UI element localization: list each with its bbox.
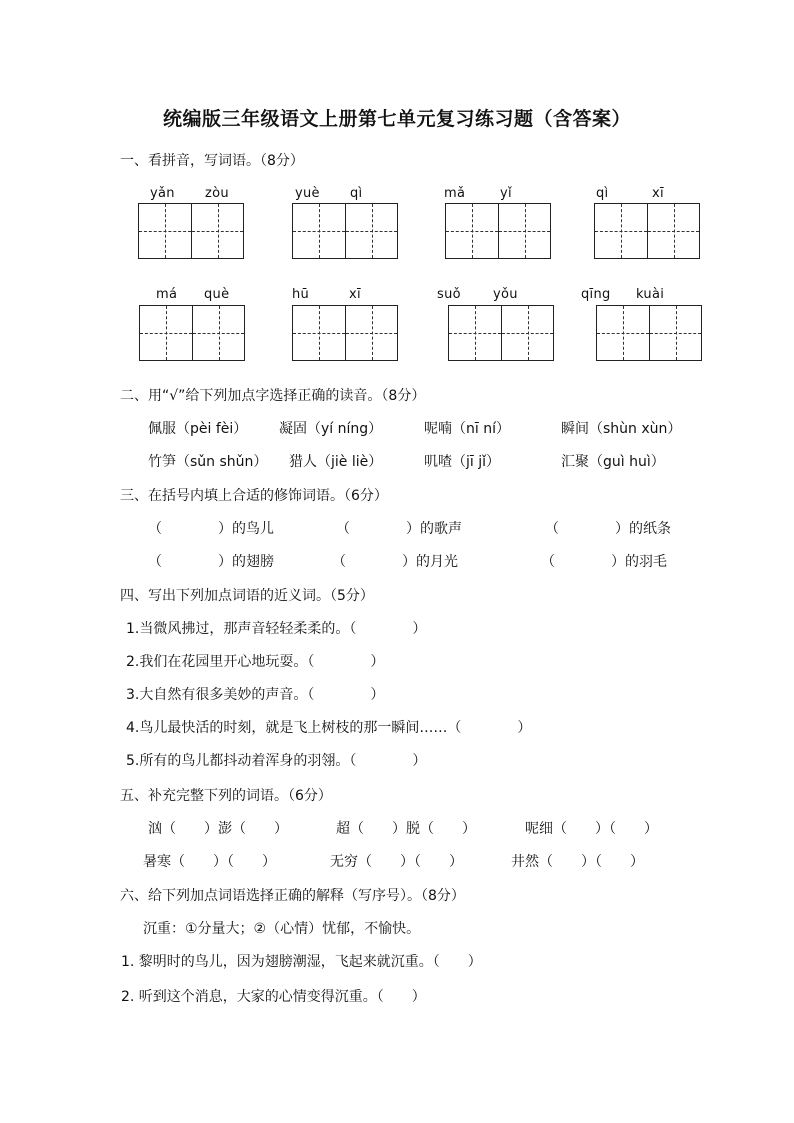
pinyin: hū bbox=[292, 287, 310, 302]
fill-item[interactable]: （ ）的纸条 bbox=[545, 521, 671, 537]
synonym-item[interactable]: 5.所有的鸟儿都抖动着浑身的羽翎。（ ） bbox=[126, 753, 427, 769]
fill-item[interactable]: （ ）的翅膀 bbox=[148, 554, 274, 570]
writing-grid[interactable] bbox=[445, 203, 551, 259]
meaning-item[interactable]: 1. 黎明时的鸟儿，因为翅膀潮湿，飞起来就沉重。（ ） bbox=[121, 954, 482, 970]
pinyin: suǒ bbox=[437, 287, 461, 302]
reading-item: 叽喳（jī jǐ） bbox=[424, 454, 501, 470]
reading-item: 凝固（yí níng） bbox=[279, 421, 383, 437]
section-2-heading: 二、用“√”给下列加点字选择正确的读音。（8分） bbox=[120, 388, 426, 404]
fill-item[interactable]: （ ）的月光 bbox=[332, 554, 458, 570]
idiom-item[interactable]: 呢细（ ）（ ） bbox=[525, 821, 658, 837]
writing-grid[interactable] bbox=[292, 305, 398, 361]
pinyin: má bbox=[156, 287, 178, 302]
pinyin: kuài bbox=[636, 287, 665, 302]
pinyin: què bbox=[204, 287, 230, 302]
synonym-item[interactable]: 1.当微风拂过，那声音轻轻柔柔的。（ ） bbox=[126, 621, 427, 637]
pinyin: yǐ bbox=[500, 186, 512, 201]
synonym-item[interactable]: 4.鸟儿最快活的时刻，就是飞上树枝的那一瞬间……（ ） bbox=[126, 720, 532, 736]
fill-item[interactable]: （ ）的羽毛 bbox=[541, 554, 667, 570]
writing-grid[interactable] bbox=[594, 203, 700, 259]
writing-grid[interactable] bbox=[292, 203, 398, 259]
reading-item: 竹笋（sǔn shǔn） bbox=[148, 454, 268, 470]
writing-grid[interactable] bbox=[448, 305, 554, 361]
reading-item: 佩服（pèi fèi） bbox=[148, 421, 248, 437]
idiom-item[interactable]: 超（ ）脱（ ） bbox=[336, 821, 476, 837]
idiom-item[interactable]: 井然（ ）（ ） bbox=[511, 854, 644, 870]
pinyin: yǒu bbox=[493, 287, 518, 302]
definition-text: 沉重：①分量大；②（心情）忧郁，不愉快。 bbox=[143, 921, 421, 937]
meaning-item[interactable]: 2. 听到这个消息，大家的心情变得沉重。（ ） bbox=[121, 989, 426, 1005]
reading-item: 猎人（jiè liè） bbox=[289, 454, 383, 470]
synonym-item[interactable]: 3.大自然有很多美妙的声音。（ ） bbox=[126, 687, 385, 703]
pinyin: zòu bbox=[205, 186, 229, 201]
writing-grid[interactable] bbox=[596, 305, 702, 361]
fill-item[interactable]: （ ）的鸟儿 bbox=[148, 521, 274, 537]
fill-item[interactable]: （ ）的歌声 bbox=[336, 521, 462, 537]
pinyin: qīng bbox=[581, 287, 611, 302]
pinyin: qì bbox=[350, 186, 363, 201]
reading-item: 汇聚（guì huì） bbox=[561, 454, 665, 470]
writing-grid[interactable] bbox=[138, 203, 244, 259]
section-1-heading: 一、看拼音，写词语。（8分） bbox=[120, 153, 304, 169]
idiom-item[interactable]: 暑寒（ ）（ ） bbox=[143, 854, 276, 870]
writing-grid[interactable] bbox=[139, 305, 245, 361]
pinyin: xī bbox=[652, 186, 664, 201]
section-3-heading: 三、在括号内填上合适的修饰词语。（6分） bbox=[120, 488, 388, 504]
synonym-item[interactable]: 2.我们在花园里开心地玩耍。（ ） bbox=[126, 654, 385, 670]
section-6-heading: 六、给下列加点词语选择正确的解释（写序号）。（8分） bbox=[120, 888, 465, 904]
section-4-heading: 四、写出下列加点词语的近义词。（5分） bbox=[120, 588, 374, 604]
reading-item: 瞬间（shùn xùn） bbox=[561, 421, 682, 437]
pinyin: yuè bbox=[295, 186, 320, 201]
pinyin: qì bbox=[596, 186, 609, 201]
pinyin: mǎ bbox=[444, 186, 466, 201]
pinyin: yǎn bbox=[150, 186, 175, 201]
section-5-heading: 五、补充完整下列的词语。（6分） bbox=[120, 788, 332, 804]
reading-item: 呢喃（nī ní） bbox=[424, 421, 510, 437]
idiom-item[interactable]: 汹（ ）澎（ ） bbox=[148, 821, 288, 837]
pinyin: xī bbox=[349, 287, 361, 302]
idiom-item[interactable]: 无穷（ ）（ ） bbox=[330, 854, 463, 870]
page-title: 统编版三年级语文上册第七单元复习练习题（含答案） bbox=[162, 108, 631, 130]
